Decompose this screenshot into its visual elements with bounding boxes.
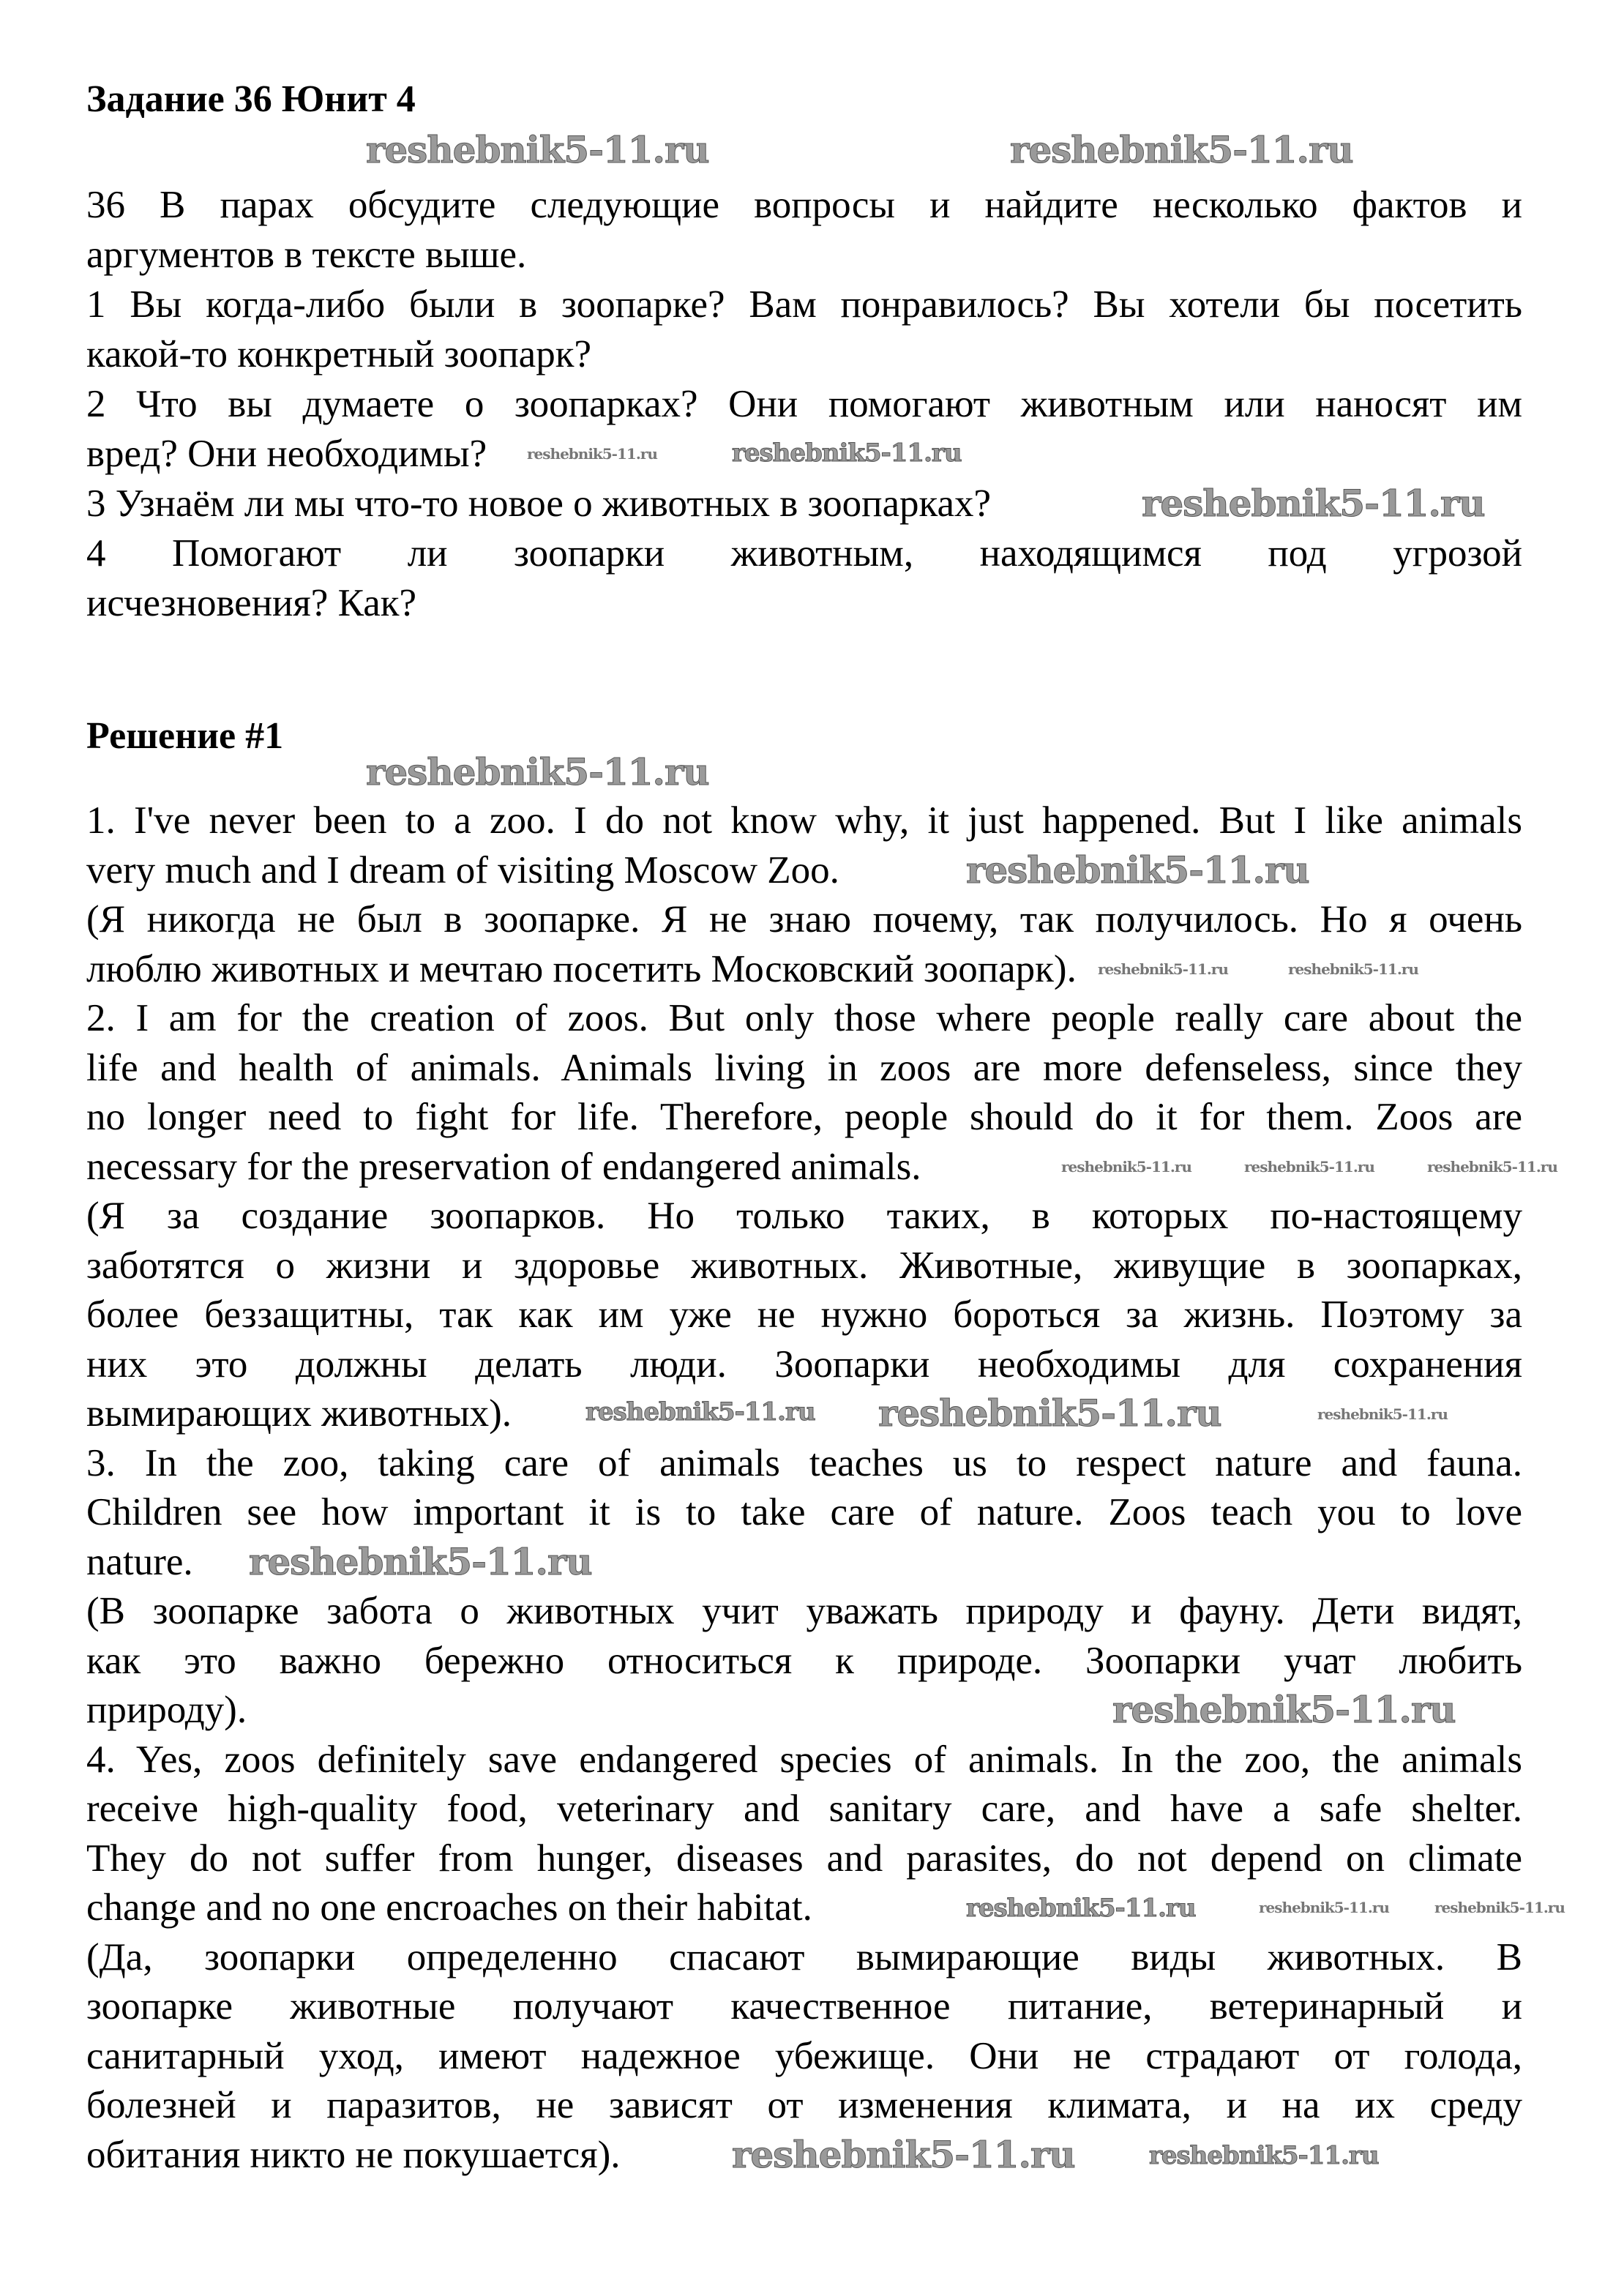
- watermark: reshebnik5-11.ru: [732, 438, 962, 468]
- solution-line: обитания никто не покушается).: [86, 2133, 621, 2176]
- task-line: 2 Что вы думаете о зоопарках? Они помогают животным или наносят им: [86, 383, 1522, 425]
- solution-line: no longer need to fight for life. Therefore, people should do it for them. Zoos are: [86, 1096, 1522, 1138]
- solution-line: заботятся о жизни и здоровье животных. Животные, живущие в зоопарках,: [86, 1244, 1522, 1287]
- task-line: 4 Помогают ли зоопарки животным, находящимся под угрозой: [86, 532, 1522, 575]
- solution-text: [86, 796, 1522, 2180]
- watermark: reshebnik5-11.ru: [1061, 1158, 1191, 1176]
- solution-line: (В зоопарке забота о животных учит уважать природу и фауну. Дети видят,: [86, 1590, 1522, 1632]
- task-line: 1 Вы когда-либо были в зоопарке? Вам понравилось? Вы хотели бы посетить: [86, 283, 1522, 326]
- watermark: reshebnik5-11.ru: [1112, 1688, 1456, 1731]
- task-line: 36 В парах обсудите следующие вопросы и найдите несколько фактов и: [86, 184, 1522, 226]
- watermark: reshebnik5-11.ru: [1259, 1899, 1389, 1916]
- solution-line: life and health of animals. Animals living in zoos are more defenseless, since they: [86, 1046, 1522, 1089]
- watermark: reshebnik5-11.ru: [1244, 1158, 1374, 1176]
- watermark: reshebnik5-11.ru: [249, 1540, 592, 1583]
- watermark: reshebnik5-11.ru: [732, 2133, 1075, 2176]
- solution-line: болезней и паразитов, не зависят от изменения климата, и на их среду: [86, 2084, 1522, 2126]
- watermark: reshebnik5-11.ru: [1149, 2141, 1379, 2170]
- solution-line: как это важно бережно относиться к природе. Зоопарки учат любить: [86, 1639, 1522, 1682]
- solution-line: них это должны делать люди. Зоопарки необходимы для сохранения: [86, 1342, 1522, 1386]
- solution-line: 4. Yes, zoos definitely save endangered species of animals. In the zoo, the animals: [86, 1738, 1522, 1781]
- watermark: reshebnik5-11.ru: [1142, 482, 1485, 525]
- watermark: reshebnik5-11.ru: [1434, 1899, 1565, 1916]
- solution-line: люблю животных и мечтаю посетить Московский зоопарк).: [86, 947, 1077, 990]
- solution-line: (Я за создание зоопарков. Но только таких, в которых по-настоящему: [86, 1195, 1522, 1237]
- task-text: [86, 180, 1522, 628]
- watermark: reshebnik5-11.ru: [1098, 960, 1228, 978]
- solution-line: necessary for the preservation of endangered animals.: [86, 1145, 921, 1188]
- watermark: reshebnik5-11.ru: [1317, 1405, 1448, 1423]
- solution-line: very much and I dream of visiting Moscow Zoo.: [86, 848, 839, 892]
- watermark: reshebnik5-11.ru: [1010, 128, 1353, 171]
- solution-line: receive high-quality food, veterinary and sanitary care, and have a safe shelter.: [86, 1787, 1522, 1830]
- solution-line: 1. I've never been to a zoo. I do not know why, it just happened. But I like animals: [86, 799, 1522, 842]
- solution-heading: Решение #1: [86, 715, 284, 757]
- solution-line: природу).: [86, 1689, 247, 1731]
- task-line: 3 Узнаём ли мы что-то новое о животных в зоопарках?: [86, 482, 992, 525]
- solution-line: зоопарке животные получают качественное питание, ветеринарный и: [86, 1985, 1522, 2028]
- solution-line: (Я никогда не был в зоопарке. Я не знаю почему, так получилось. Но я очень: [86, 898, 1522, 941]
- task-line: исчезновения? Как?: [86, 582, 417, 624]
- page-title: Задание 36 Юнит 4: [86, 78, 416, 120]
- watermark: reshebnik5-11.ru: [366, 750, 709, 793]
- solution-line: They do not suffer from hunger, diseases and parasites, do not depend on climate: [86, 1837, 1522, 1880]
- task-line: аргументов в тексте выше.: [86, 233, 527, 276]
- watermark: reshebnik5-11.ru: [966, 1894, 1196, 1923]
- watermark: reshebnik5-11.ru: [1288, 960, 1418, 978]
- solution-line: санитарный уход, имеют надежное убежище. Они не страдают от голода,: [86, 2034, 1522, 2077]
- watermark: reshebnik5-11.ru: [366, 128, 709, 171]
- watermark: reshebnik5-11.ru: [585, 1397, 815, 1427]
- watermark: reshebnik5-11.ru: [527, 445, 657, 463]
- solution-line: 2. I am for the creation of zoos. But only those where people really care about the: [86, 997, 1522, 1039]
- solution-line: 3. In the zoo, taking care of animals teaches us to respect nature and fauna.: [86, 1441, 1522, 1484]
- solution-line: change and no one encroaches on their habitat.: [86, 1886, 812, 1929]
- solution-line: nature.: [86, 1540, 193, 1583]
- solution-line: более беззащитны, так как им уже не нужно бороться за жизнь. Поэтому за: [86, 1293, 1522, 1336]
- task-line: вред? Они необходимы?: [86, 433, 487, 475]
- watermark: reshebnik5-11.ru: [878, 1391, 1221, 1435]
- solution-line: (Да, зоопарки определенно спасают вымирающие виды животных. В: [86, 1935, 1522, 1979]
- solution-line: Children see how important it is to take care of nature. Zoos teach you to love: [86, 1491, 1522, 1533]
- solution-line: вымирающих животных).: [86, 1392, 512, 1435]
- task-line: какой-то конкретный зоопарк?: [86, 333, 591, 375]
- watermark: reshebnik5-11.ru: [966, 848, 1309, 892]
- watermark: reshebnik5-11.ru: [1427, 1158, 1557, 1176]
